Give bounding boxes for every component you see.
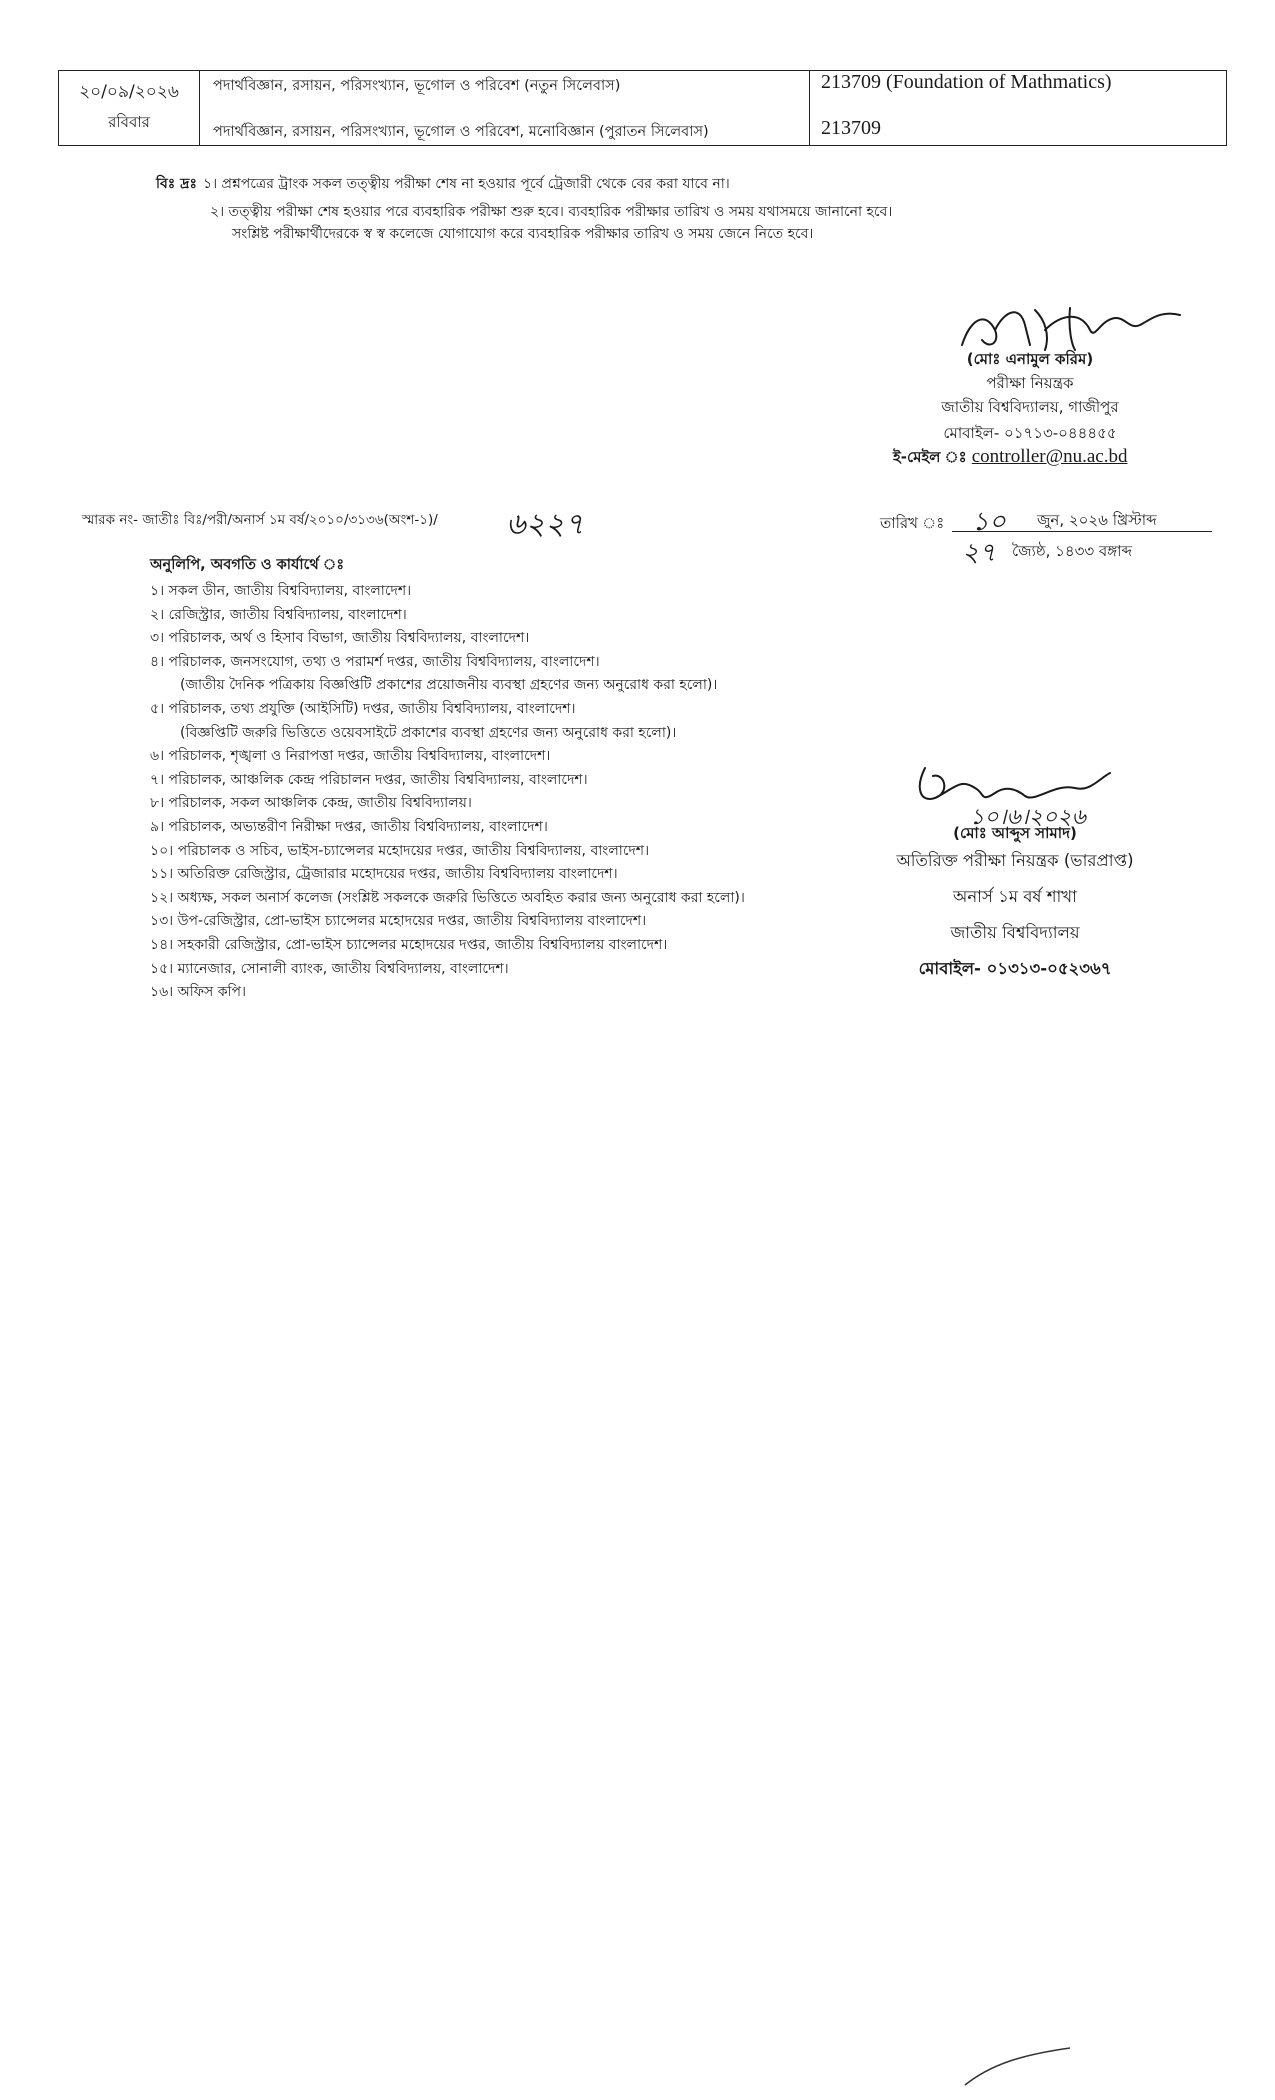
exam-schedule-table [58,70,1227,146]
exam-day: রবিবার [108,113,150,131]
date-day2-handwritten: ২৭ [962,538,996,568]
table-row-subjects: পদার্থবিজ্ঞান, রসায়ন, পরিসংখ্যান, ভূগোল ও পরিবেশ (নতুন সিলেবাস) [213,78,621,94]
signature-date-handwritten: ১০।৬।২০২৬ [970,805,1086,830]
signatory2-mobile: মোবাইল- ০১৩১৩-০৫২৩৬৭ [918,959,1112,978]
date-label: তারিখ ঃ [880,514,945,532]
signatory2-title: অতিরিক্ত পরীক্ষা নিয়ন্ত্রক (ভারপ্রাপ্ত) [896,851,1134,870]
signatory2-org: জাতীয় বিশ্ববিদ্যালয় [950,923,1080,942]
signatory1-org: জাতীয় বিশ্ববিদ্যালয়, গাজীপুর [941,398,1119,416]
list-item: ১৪। সহকারী রেজিস্ট্রার, প্রো-ভাইস চ্যান্সেলর মহোদয়ের দপ্তর, জাতীয় বিশ্ববিদ্যালয় বাংলাদেশ। [150,936,668,953]
date-gregorian: জুন, ২০২৬ খ্রিস্টাব্দ [1037,511,1157,529]
table-row-subjects: পদার্থবিজ্ঞান, রসায়ন, পরিসংখ্যান, ভূগোল ও পরিবেশ, মনোবিজ্ঞান (পুরাতন সিলেবাস) [213,124,709,140]
list-item: ১১। অতিরিক্ত রেজিস্ট্রার, ট্রেজারার মহোদয়ের দপ্তর, জাতীয় বিশ্ববিদ্যালয় বাংলাদেশ। [150,866,618,883]
signatory1-title: পরীক্ষা নিয়ন্ত্রক [986,374,1074,392]
notes-label: বিঃ দ্রঃ [156,176,197,192]
signatory1-email-row [893,446,1127,468]
signatory1-name: (মোঃ এনামুল করিম) [966,350,1094,368]
list-item: ১। সকল ডীন, জাতীয় বিশ্ববিদ্যালয়, বাংলাদেশ। [150,583,412,599]
table-date-cell [59,79,199,136]
list-item: ৯। পরিচালক, অভ্যন্তরীণ নিরীক্ষা দপ্তর, জাতীয় বিশ্ববিদ্যালয়, বাংলাদেশ। [150,818,548,835]
scan-mark-decoration [960,2040,1080,2090]
list-item: ৬। পরিচালক, শৃঙ্খলা ও নিরাপত্তা দপ্তর, জাতীয় বিশ্ববিদ্যালয়, বাংলাদেশ। [150,748,551,765]
email-link[interactable]: controller@nu.ac.bd [971,446,1128,467]
table-divider [809,71,810,145]
list-item: ৫। পরিচালক, তথ্য প্রযুক্তি (আইসিটি) দপ্তর, জাতীয় বিশ্ববিদ্যালয়, বাংলাদেশ। [150,700,576,717]
note-item: ২। তত্ত্বীয় পরীক্ষা শেষ হওয়ার পরে ব্যবহারিক পরীক্ষা শুরু হবে। ব্যবহারিক পরীক্ষার তারিখ ও সময় যথাসময়ে জানানো হবে। [210,204,893,220]
list-item: (জাতীয় দৈনিক পত্রিকায় বিজ্ঞপ্তিটি প্রকাশের প্রয়োজনীয় ব্যবস্থা গ্রহণের জন্য অনুরোধ করা হলো)। [180,677,718,694]
date-day-handwritten: ১০ [972,507,1006,537]
date-gregorian-row [952,503,1212,537]
signatory2-name: (মোঃ আব্দুস সামাদ) [953,824,1077,842]
exam-date: ২০/০৯/২০২৬ [79,82,179,102]
list-item: (বিজ্ঞপ্তিটি জরুরি ভিত্তিতে ওয়েবসাইটে প্রকাশের ব্যবস্থা গ্রহণের জন্য অনুরোধ করা হলো)। [180,724,677,741]
signatory2-branch: অনার্স ১ম বর্ষ শাখা [953,887,1077,906]
list-item: ১০। পরিচালক ও সচিব, ভাইস-চ্যান্সেলর মহোদয়ের দপ্তর, জাতীয় বিশ্ববিদ্যালয়, বাংলাদেশ। [150,842,650,859]
table-divider [199,71,200,145]
cc-heading: অনুলিপি, অবগতি ও কার্যার্থে ঃ [150,557,345,573]
memo-ref-handwritten: ৬২২৭ [506,507,585,542]
list-item: ৭। পরিচালক, আঞ্চলিক কেন্দ্র পরিচালন দপ্তর, জাতীয় বিশ্ববিদ্যালয়, বাংলাদেশ। [150,771,588,788]
list-item: ৪। পরিচালক, জনসংযোগ, তথ্য ও পরামর্শ দপ্তর, জাতীয় বিশ্ববিদ্যালয়, বাংলাদেশ। [150,653,600,670]
date-bangla: জ্যৈষ্ঠ, ১৪৩৩ বঙ্গাব্দ [1012,542,1133,560]
list-item: ২। রেজিস্ট্রার, জাতীয় বিশ্ববিদ্যালয়, বাংলাদেশ। [150,606,407,623]
signatory1-mobile: মোবাইল- ০১৭১৩-০৪৪৪৫৫ [943,424,1117,442]
list-item: ১৫। ম্যানেজার, সোনালী ব্যাংক, জাতীয় বিশ্ববিদ্যালয়, বাংলাদেশ। [150,960,509,977]
date-bangla-row [952,534,1212,568]
list-item: ৮। পরিচালক, সকল আঞ্চলিক কেন্দ্র, জাতীয় বিশ্ববিদ্যালয়। [150,795,472,812]
email-label: ই-মেইল ঃ [893,448,967,466]
list-item: ১৬। অফিস কপি। [150,984,247,1001]
cc-list [150,580,850,1005]
memo-reference: স্মারক নং- জাতীঃ বিঃ/পরী/অনার্স ১ম বর্ষ/২০১০/৩১৩৬(অংশ-১)/ [82,512,438,528]
list-item: ৩। পরিচালক, অর্থ ও হিসাব বিভাগ, জাতীয় বিশ্ববিদ্যালয়, বাংলাদেশ। [150,630,530,647]
note-item: ১। প্রশ্নপত্রের ট্রাংক সকল তত্ত্বীয় পরীক্ষা শেষ না হওয়ার পূর্বে ট্রেজারী থেকে বের করা যাবে না। [203,176,730,192]
list-item: ১২। অধ্যক্ষ, সকল অনার্স কলেজ (সংশ্লিষ্ট সকলকে জরুরি ভিত্তিতে অবহিত করার জন্য অনুরোধ করা হলো)। [150,889,745,906]
note-item: সংশ্লিষ্ট পরীক্ষার্থীদেরকে স্ব স্ব কলেজে যোগাযোগ করে ব্যবহারিক পরীক্ষার তারিখ ও সময় জেনে নিতে হবে। [232,226,814,242]
table-row-code: 213709 (Foundation of Mathmatics) [821,71,1112,93]
list-item: ১৩। উপ-রেজিস্ট্রার, প্রো-ভাইস চ্যান্সেলর মহোদয়ের দপ্তর, জাতীয় বিশ্ববিদ্যালয় বাংলাদেশ। [150,913,647,930]
table-row-code: 213709 [821,117,881,139]
